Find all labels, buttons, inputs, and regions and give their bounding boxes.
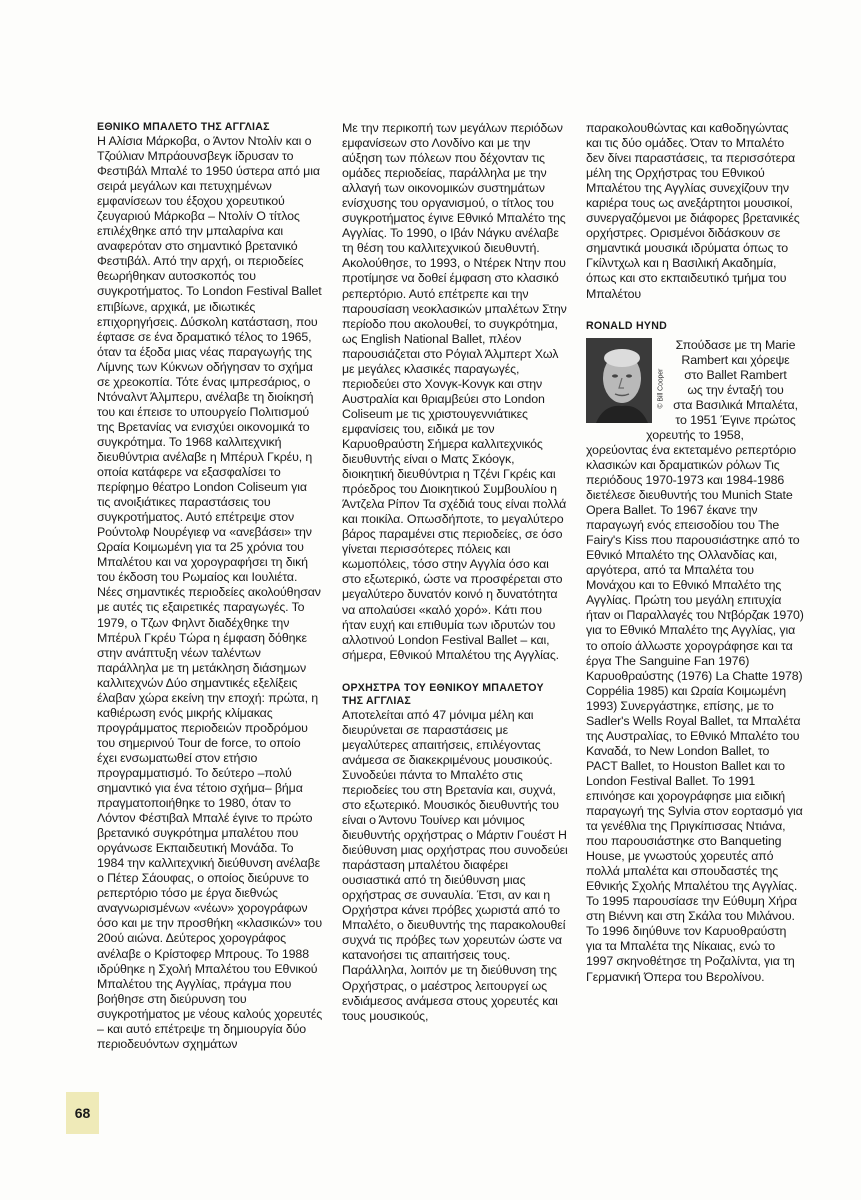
page-number: 68 <box>66 1092 99 1134</box>
bio-line: στο Ballet Rambert <box>684 367 787 382</box>
column-middle <box>342 121 568 1024</box>
bio-line: το 1951 Έγινε πρώτος <box>675 412 796 427</box>
bio-paragraph: χορεύοντας ένα εκτεταμένο ρεπερτόριο κλασικών και δραματικών ρόλων Τις περιόδους 1970-1973 και 1984-1986 διετέλεσε διευθυντής του Munich State Opera Ballet. Το 1967 έκανε την παραγωγή ενός επεισοδίου του The Fairy's Kiss που παρουσιάστηκε από το Εθνικό Μπαλέτο της Ολλανδίας και, αργότερα, από τα Μπαλέτα του Μονάχου και το Εθνικό Μπαλέτο της Αγγλίας. Πρώτη του μεγάλη επιτυχία ήταν οι Παραλλαγές του Ντβόρζακ 1970) για το Εθνικό Μπαλέτο της Αγγλίας, για το οποίο άλλωστε χορογράφησε και τα έργα The Sanguine Fan 1976) Καρυοθραύστης (1976) La Chatte 1978) Coppélia 1985) και Ωραία Κοιμωμένη 1993) Συνεργάστηκε, επίσης, με το Sadler's Wells Royal Ballet, τα Μπαλέτα της Αυστραλίας, το Εθνικό Μπαλέτο του Καναδά, το New London Ballet, το PACT Ballet, το Houston Ballet και το London Festival Ballet. Το 1991 επινόησε και χορογράφησε μια ειδική παραγωγή της Sylvia στον εορτασμό για τα γενέθλια της Πριγκίπισσας Ντιάνα, που παρουσιάστηκε στο Banqueting House, με γνωστούς χορευτές από πολλά μπαλέτα και σπουδαστές της Εθνικής Σχολής Μπαλέτου της Αγγλίας. Το 1995 παρουσίασε την Εύθυμη Χήρα στη Βιέννη και στη Σκάλα του Μιλάνου. Το 1996 διηύθυνε τον Καρυοθραύστη για τα Μπαλέτα της Νίκαιας, ενώ το 1997 σκηνοθέτησε τη Ροζαλίντα, για τη Γερμανική Όπερα του Βερολίνου. <box>586 442 804 984</box>
column-left <box>97 121 323 1052</box>
column-right <box>586 121 804 985</box>
bio-block <box>586 338 804 985</box>
photo-credit: © Bill Cooper <box>657 368 665 409</box>
bio-line: ως την ένταξή του <box>687 382 784 397</box>
history-continued-paragraph: Με την περικοπή των μεγάλων περιόδων εμφανίσεων στο Λονδίνο και με την αύξηση των πόλεων που δέχονταν τις ομάδες περιοδείας, παράλληλα με την αλλαγή των οικονομικών συστημάτων ενίσχυσης του οργανισμού, ο τίτλος του συγκροτήματος έγινε Εθνικό Μπαλέτο της Αγγλίας. Το 1990, ο Ιβάν Νάγκυ ανέλαβε τη θέση του καλλιτεχνικού διευθυντή. Ακολούθησε, το 1993, ο Ντέρεκ Ντην που προτίμησε να δοθεί έμφαση στο κλασικό ρεπερτόριο. Αυτό επέτρεπε και την παρουσίαση νεοκλασικών μπαλέτων Στην περίοδο που ακολουθεί, το συγκρότημα, ως English National Ballet, πλέον παρουσιάζεται στο Ρόγιαλ Άλμπερτ Χωλ με μεγάλες κλασικές παραγωγές, περιοδεύει στο Χονγκ-Κονγκ και στην Αυστραλία και θριαμβεύει στο London Coliseum με τις χριστουγεννιάτικες εμφανίσεις του, ειδικά με τον Καρυοθραύστη Σήμερα καλλιτεχνικός διευθυντής είναι ο Ματς Σκόογκ, διοικητική διευθύντρια η Τζένι Γκρέις και πρόεδρος του Διοικητικού Συμβουλίου η Άντζελα Ρίπον Τα σχέδιά τους είναι πολλά και ποικίλα. Οπωσδήποτε, το μεγαλύτερο βάρος παραμένει στις περιοδείες, σε όσο γίνεται περισσότερες πόλεις και κωμοπόλεις, τόσο στην Αγγλία όσο και στο εξωτερικό, ώστε να προσφέρεται στο μεγαλύτερο δυνατόν κοινό η δυνατότητα να απολαύσει «καλό χορό». Κάτι που ήταν ευχή και επιθυμία των ιδρυτών του αλλοτινού London Festival Ballet – και, σήμερα, Εθνικού Μπαλέτου της Αγγλίας. <box>342 121 567 662</box>
orchestra-continued-paragraph: παρακολουθώντας και καθοδηγώντας και τις δύο ομάδες. Όταν το Μπαλέτο δεν δίνει παραστάσεις, τα περισσότερα μέλη της Ορχήστρας του Εθνικού Μπαλέτου της Αγγλίας συνεχίζουν την καριέρα τους ως ανεξάρτητοι μουσικοί, συνεργαζόμενοι με διάφορες βρετανικές ορχήστρες. Ορισμένοι διδάσκουν σε σημαντικά μουσικά ιδρύματα όπως το Γκίλντχωλ και η Βασιλική Ακαδημία, όπως και στο εκπαιδευτικό τμήμα του Μπαλέτου <box>586 121 800 301</box>
bio-line: Σπούδασε με τη Marie <box>675 337 796 352</box>
bio-line: χορευτής το 1958, <box>646 427 744 442</box>
section-heading-english-national-ballet: ΕΘΝΙΚΟ ΜΠΑΛΕΤΟ ΤΗΣ ΑΓΓΛΙΑΣ <box>97 121 270 133</box>
bio-line: Rambert και χόρεψε <box>681 352 790 367</box>
portrait-photo <box>586 338 652 423</box>
section-heading-orchestra: ΟΡΧΗΣΤΡΑ ΤΟΥ ΕΘΝΙΚΟΥ ΜΠΑΛΕΤΟΥ ΤΗΣ ΑΓΓΛΙΑΣ <box>342 681 544 707</box>
orchestra-paragraph: Αποτελείται από 47 μόνιμα μέλη και διευρύνεται σε παραστάσεις με μεγαλύτερες απαιτήσεις, επιλέγοντας ανάμεσα σε διακεκριμένους μουσικούς. Συνοδεύει πάντα το Μπαλέτο στις περιοδείες του στη Βρετανία και, συχνά, στο εξωτερικό. Μουσικός διευθυντής του είναι ο Άντονυ Τουίνερ και μόνιμος διευθυντής ορχήστρας ο Μάρτιν Γουέστ Η διεύθυνση μιας ορχήστρας που συνοδεύει παράσταση μπαλέτου διαφέρει ουσιαστικά από τη διεύθυνση μιας ορχήστρας σε συναυλία. Έτσι, αν και η Ορχήστρα κάνει πρόβες χωριστά από το Μπαλέτο, ο διευθυντής της παρακολουθεί συχνά τις πρόβες των χορευτών ώστε να κατανοήσει τις απαιτήσεις τους. Παράλληλα, λοιπόν με τη διεύθυνση της Ορχήστρας, ο μαέστρος λειτουργεί ως ενδιάμεσος ανάμεσα στους χορευτές και τους μουσικούς, <box>342 707 568 1023</box>
bio-line: στα Βασιλικά Μπαλέτα, <box>673 397 798 412</box>
section-heading-ronald-hynd: RONALD HYND <box>586 319 668 332</box>
history-paragraph: Η Αλίσια Μάρκοβα, ο Άντον Ντολίν και ο Τζούλιαν Μπράουνσβεγκ ίδρυσαν το Φεστιβάλ Μπαλέ το 1950 ύστερα από μια σειρά μεγάλων και πετυχημένων εμφανίσεων του έξοχου χορευτικού ζευγαριού Μάρκοβα – Ντολίν Ο τίτλος επιλέχθηκε από την μπαλαρίνα και αναφερόταν στο σημαντικό βρετανικό Φεστιβάλ. Από την αρχή, οι περιοδείες θεωρήθηκαν αυτοσκοπός του συγκροτήματος. Το London Festival Ballet επιβίωνε, αρχικά, με ιδιωτικές επιχορηγήσεις. Δύσκολη κατάσταση, που έφτασε σε ένα δραματικό τέλος το 1965, όταν τα έξοδα μιας νέας παραγωγής της Λίμνης των Κύκνων οδήγησαν το σχήμα σε χρεοκοπία. Τότε ένας ιμπρεσάριος, ο Ντόναλντ Άλμπερυ, ανέλαβε τη διοίκησή του και έπεισε το υπουργείο Πολιτισμού της Βρετανίας να ενισχύει οικονομικά το συγκρότημα. Το 1968 καλλιτεχνική διευθύντρια ανέλαβε η Μπέρυλ Γκρέυ, η οποία κατάφερε να εξασφαλίσει το περίφημο θέατρο London Coliseum για τις ανοιξιάτικες παραστάσεις του συγκροτήματος. Αυτό επέτρεψε στον Ρούντολφ Νουρέγιεφ να «ανεβάσει» την Ωραία Κοιμωμένη για τα 25 χρόνια του Μπαλέτου και να χορογραφήσει τη δική του έκδοση του Ρωμαίος και Ιουλιέτα. Νέες σημαντικές περιοδείες ακολούθησαν με αυτές τις εξαιρετικές παραγωγές. Το 1979, ο Τζων Φηλντ διαδέχθηκε την Μπέρυλ Γκρέυ Τώρα η έμφαση δόθηκε στην ανάπτυξη νέων ταλέντων παράλληλα με τη μετάκληση διάσημων καλλιτεχνών Δύο σημαντικές εξελίξεις έλαβαν χώρα εκείνη την εποχή: πρώτα, η καθιέρωση ενός μικρής κλίμακας προγράμματος περιοδειών προδρόμου του σημερινού Tour de force, το οποίο έχει ενσωματωθεί στον ετήσιο προγραμματισμό. Το δεύτερο –πολύ σημαντικό για ένα τέτοιο σχήμα– βήμα πραγματοποιήθηκε το 1980, όταν το Λόντον Φέστιβαλ Μπαλέ έγινε το πρώτο βρετανικό συγκρότημα μπαλέτου που οργάνωσε Εκπαιδευτική Μονάδα. Το 1984 την καλλιτεχνική διεύθυνση ανέλαβε ο Πέτερ Σάουφας, ο οποίος διεύρυνε το ρεπερτόριο τόσο με έργα διεθνώς αναγνωρισμένων «νέων» χορογράφων όσο και με την προσθήκη «κλασικών» του 20ού αιώνα. Δεύτερος χορογράφος ανέλαβε ο Κρίστοφερ Μπρους. Το 1988 ιδρύθηκε η Σχολή Μπαλέτου του Εθνικού Μπαλέτου της Αγγλίας, πράγμα που βοήθησε στη διεύρυνση του συγκροτήματος με νέους καλούς χορευτές – και αυτό επέτρεψε τη δημιουργία δύο περιοδευόντων σχημάτων <box>97 134 323 1051</box>
